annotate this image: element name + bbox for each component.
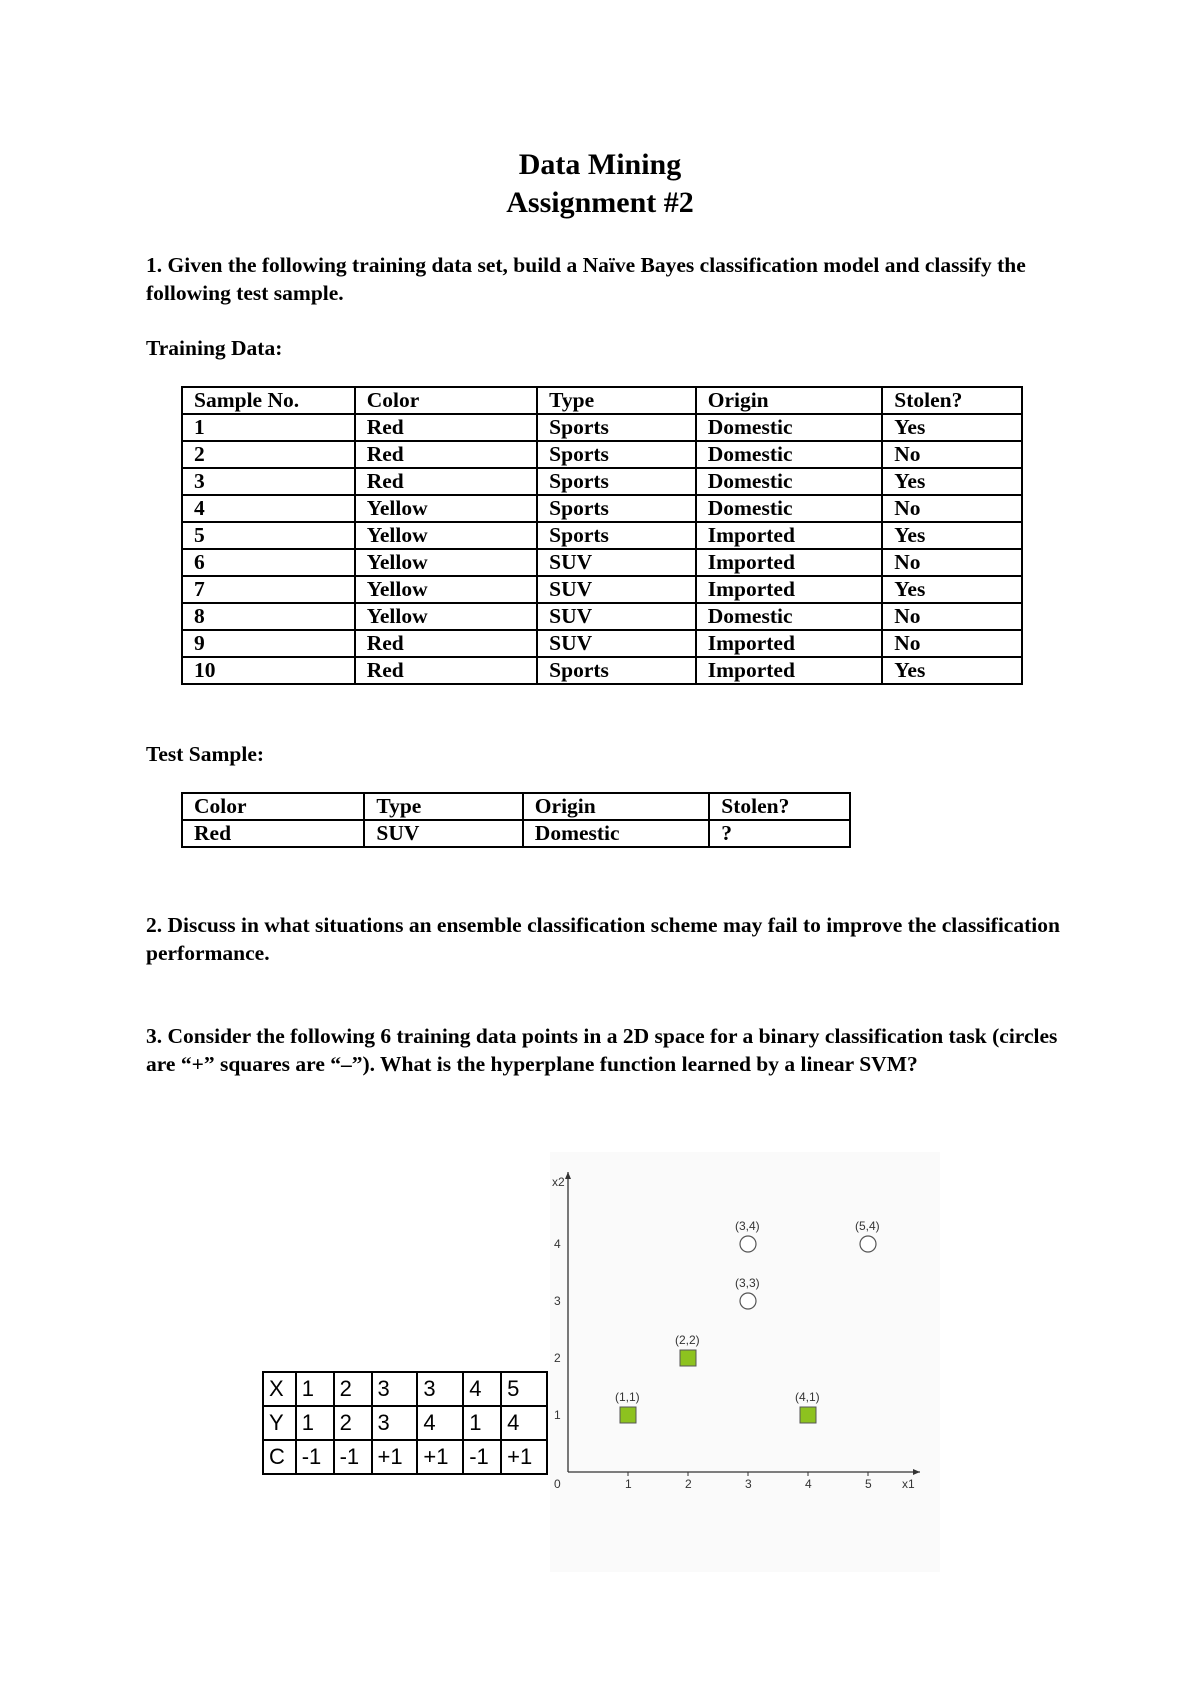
table-cell: Yellow: [355, 549, 537, 576]
table-row: [182, 414, 1022, 441]
minus-class-point: [620, 1407, 636, 1423]
table-cell: Domestic: [523, 820, 710, 847]
table-cell: Yellow: [355, 603, 537, 630]
table-cell: 4: [463, 1372, 501, 1406]
table-cell: SUV: [537, 549, 696, 576]
table-cell: Imported: [696, 657, 883, 684]
table-cell: Sports: [537, 441, 696, 468]
x-tick-label: 0: [554, 1477, 561, 1491]
table-cell: Sports: [537, 495, 696, 522]
table-cell: Type: [537, 387, 696, 414]
table-cell: 3: [182, 468, 355, 495]
table-cell: Origin: [696, 387, 883, 414]
table-cell: 5: [501, 1372, 547, 1406]
table-cell: Sample No.: [182, 387, 355, 414]
y-tick-label: 1: [554, 1408, 561, 1422]
table-cell: -1: [296, 1440, 334, 1474]
table-cell: Yellow: [355, 522, 537, 549]
table-cell: SUV: [537, 630, 696, 657]
page-subtitle: Assignment #2: [506, 186, 694, 219]
table-cell: Red: [355, 630, 537, 657]
x-tick-label: 3: [745, 1477, 752, 1491]
point-label: (3,4): [735, 1219, 760, 1233]
x-axis-arrow: [913, 1469, 920, 1475]
table-cell: Stolen?: [882, 387, 1022, 414]
table-cell: 2: [334, 1372, 372, 1406]
table-cell: 9: [182, 630, 355, 657]
table-row: [182, 522, 1022, 549]
table-cell: 3: [372, 1372, 418, 1406]
question-3: 3. Consider the following 6 training data points in a 2D space for a binary classification task (circles are “+” squares are “–”). What is the hyperplane function learned by a linear SVM?: [146, 1024, 1058, 1076]
minus-class-point: [680, 1350, 696, 1366]
table-cell: Type: [364, 793, 522, 820]
table-cell: +1: [501, 1440, 547, 1474]
table-cell: 5: [182, 522, 355, 549]
minus-class-point: [800, 1407, 816, 1423]
table-cell: Yes: [882, 414, 1022, 441]
table-cell: 3: [372, 1406, 418, 1440]
table-cell: Domestic: [696, 441, 883, 468]
table-cell: Yes: [882, 522, 1022, 549]
table-cell: SUV: [364, 820, 522, 847]
table-cell: SUV: [537, 576, 696, 603]
table-cell: 1: [463, 1406, 501, 1440]
table-row: [182, 657, 1022, 684]
training-data-label: Training Data:: [146, 336, 283, 360]
table-cell: 2: [334, 1406, 372, 1440]
page-title: Data Mining: [518, 148, 682, 181]
table-cell: Sports: [537, 414, 696, 441]
table-row: [182, 495, 1022, 522]
table-cell: Yellow: [355, 576, 537, 603]
table-cell: Imported: [696, 630, 883, 657]
x-axis-label: x1: [902, 1477, 915, 1491]
table-cell: +1: [372, 1440, 418, 1474]
table-header-row: [182, 793, 850, 820]
table-row: [182, 468, 1022, 495]
svm-points-table: [262, 1371, 548, 1475]
x-tick-label: 1: [625, 1477, 632, 1491]
table-cell: 6: [182, 549, 355, 576]
table-cell: No: [882, 603, 1022, 630]
table-row: [263, 1372, 547, 1406]
point-label: (1,1): [615, 1390, 640, 1404]
table-cell: Red: [355, 441, 537, 468]
plus-class-point: [740, 1236, 756, 1252]
table-cell: 1: [296, 1372, 334, 1406]
table-row: [182, 576, 1022, 603]
table-cell: Imported: [696, 576, 883, 603]
table-row: [182, 549, 1022, 576]
table-cell: 4: [501, 1406, 547, 1440]
table-cell: Color: [355, 387, 537, 414]
point-label: (4,1): [795, 1390, 820, 1404]
table-cell: 10: [182, 657, 355, 684]
table-cell: Stolen?: [709, 793, 850, 820]
test-sample-label: Test Sample:: [146, 742, 265, 766]
table-row: [263, 1406, 547, 1440]
table-cell: Imported: [696, 549, 883, 576]
table-cell: Red: [182, 820, 364, 847]
table-cell: Domestic: [696, 414, 883, 441]
table-cell: Y: [263, 1406, 296, 1440]
table-cell: 1: [296, 1406, 334, 1440]
table-cell: Red: [355, 414, 537, 441]
table-cell: 2: [182, 441, 355, 468]
table-cell: Domestic: [696, 468, 883, 495]
table-cell: -1: [334, 1440, 372, 1474]
question-2: 2. Discuss in what situations an ensemble classification scheme may fail to improve the classification performance.: [146, 913, 1060, 965]
scatter-plot-svg: [550, 1152, 940, 1572]
table-cell: No: [882, 441, 1022, 468]
table-cell: -1: [463, 1440, 501, 1474]
plus-class-point: [740, 1293, 756, 1309]
table-cell: C: [263, 1440, 296, 1474]
table-cell: Yellow: [355, 495, 537, 522]
test-sample-table: [181, 792, 851, 848]
question-1: 1. Given the following training data set, build a Naïve Bayes classification model and classify the following test sample.: [146, 253, 1026, 305]
table-cell: No: [882, 495, 1022, 522]
table-cell: 7: [182, 576, 355, 603]
table-cell: ?: [709, 820, 850, 847]
table-cell: Sports: [537, 522, 696, 549]
table-header-row: [182, 387, 1022, 414]
table-cell: 3: [417, 1372, 463, 1406]
table-cell: 8: [182, 603, 355, 630]
table-row: [263, 1440, 547, 1474]
y-tick-label: 4: [554, 1237, 561, 1251]
x-tick-label: 5: [865, 1477, 872, 1491]
table-cell: Yes: [882, 657, 1022, 684]
point-label: (2,2): [675, 1333, 700, 1347]
table-cell: Color: [182, 793, 364, 820]
y-axis-arrow: [565, 1172, 571, 1179]
table-cell: X: [263, 1372, 296, 1406]
y-tick-label: 2: [554, 1351, 561, 1365]
table-cell: No: [882, 549, 1022, 576]
table-cell: SUV: [537, 603, 696, 630]
point-label: (3,3): [735, 1276, 760, 1290]
training-data-table: [181, 386, 1023, 685]
table-cell: Origin: [523, 793, 710, 820]
plus-class-point: [860, 1236, 876, 1252]
point-label: (5,4): [855, 1219, 880, 1233]
table-cell: No: [882, 630, 1022, 657]
table-cell: 4: [417, 1406, 463, 1440]
table-cell: Yes: [882, 576, 1022, 603]
table-cell: Yes: [882, 468, 1022, 495]
table-row: [182, 820, 850, 847]
table-cell: Red: [355, 468, 537, 495]
x-tick-label: 2: [685, 1477, 692, 1491]
y-tick-label: 3: [554, 1294, 561, 1308]
table-cell: Sports: [537, 657, 696, 684]
table-cell: +1: [417, 1440, 463, 1474]
table-cell: Domestic: [696, 495, 883, 522]
table-row: [182, 441, 1022, 468]
table-cell: Imported: [696, 522, 883, 549]
svm-scatter-plot: [550, 1152, 940, 1572]
x-tick-label: 4: [805, 1477, 812, 1491]
table-cell: Sports: [537, 468, 696, 495]
y-axis-label: x2: [552, 1175, 565, 1189]
table-cell: Domestic: [696, 603, 883, 630]
table-cell: 1: [182, 414, 355, 441]
table-cell: Red: [355, 657, 537, 684]
table-row: [182, 630, 1022, 657]
table-row: [182, 603, 1022, 630]
table-cell: 4: [182, 495, 355, 522]
